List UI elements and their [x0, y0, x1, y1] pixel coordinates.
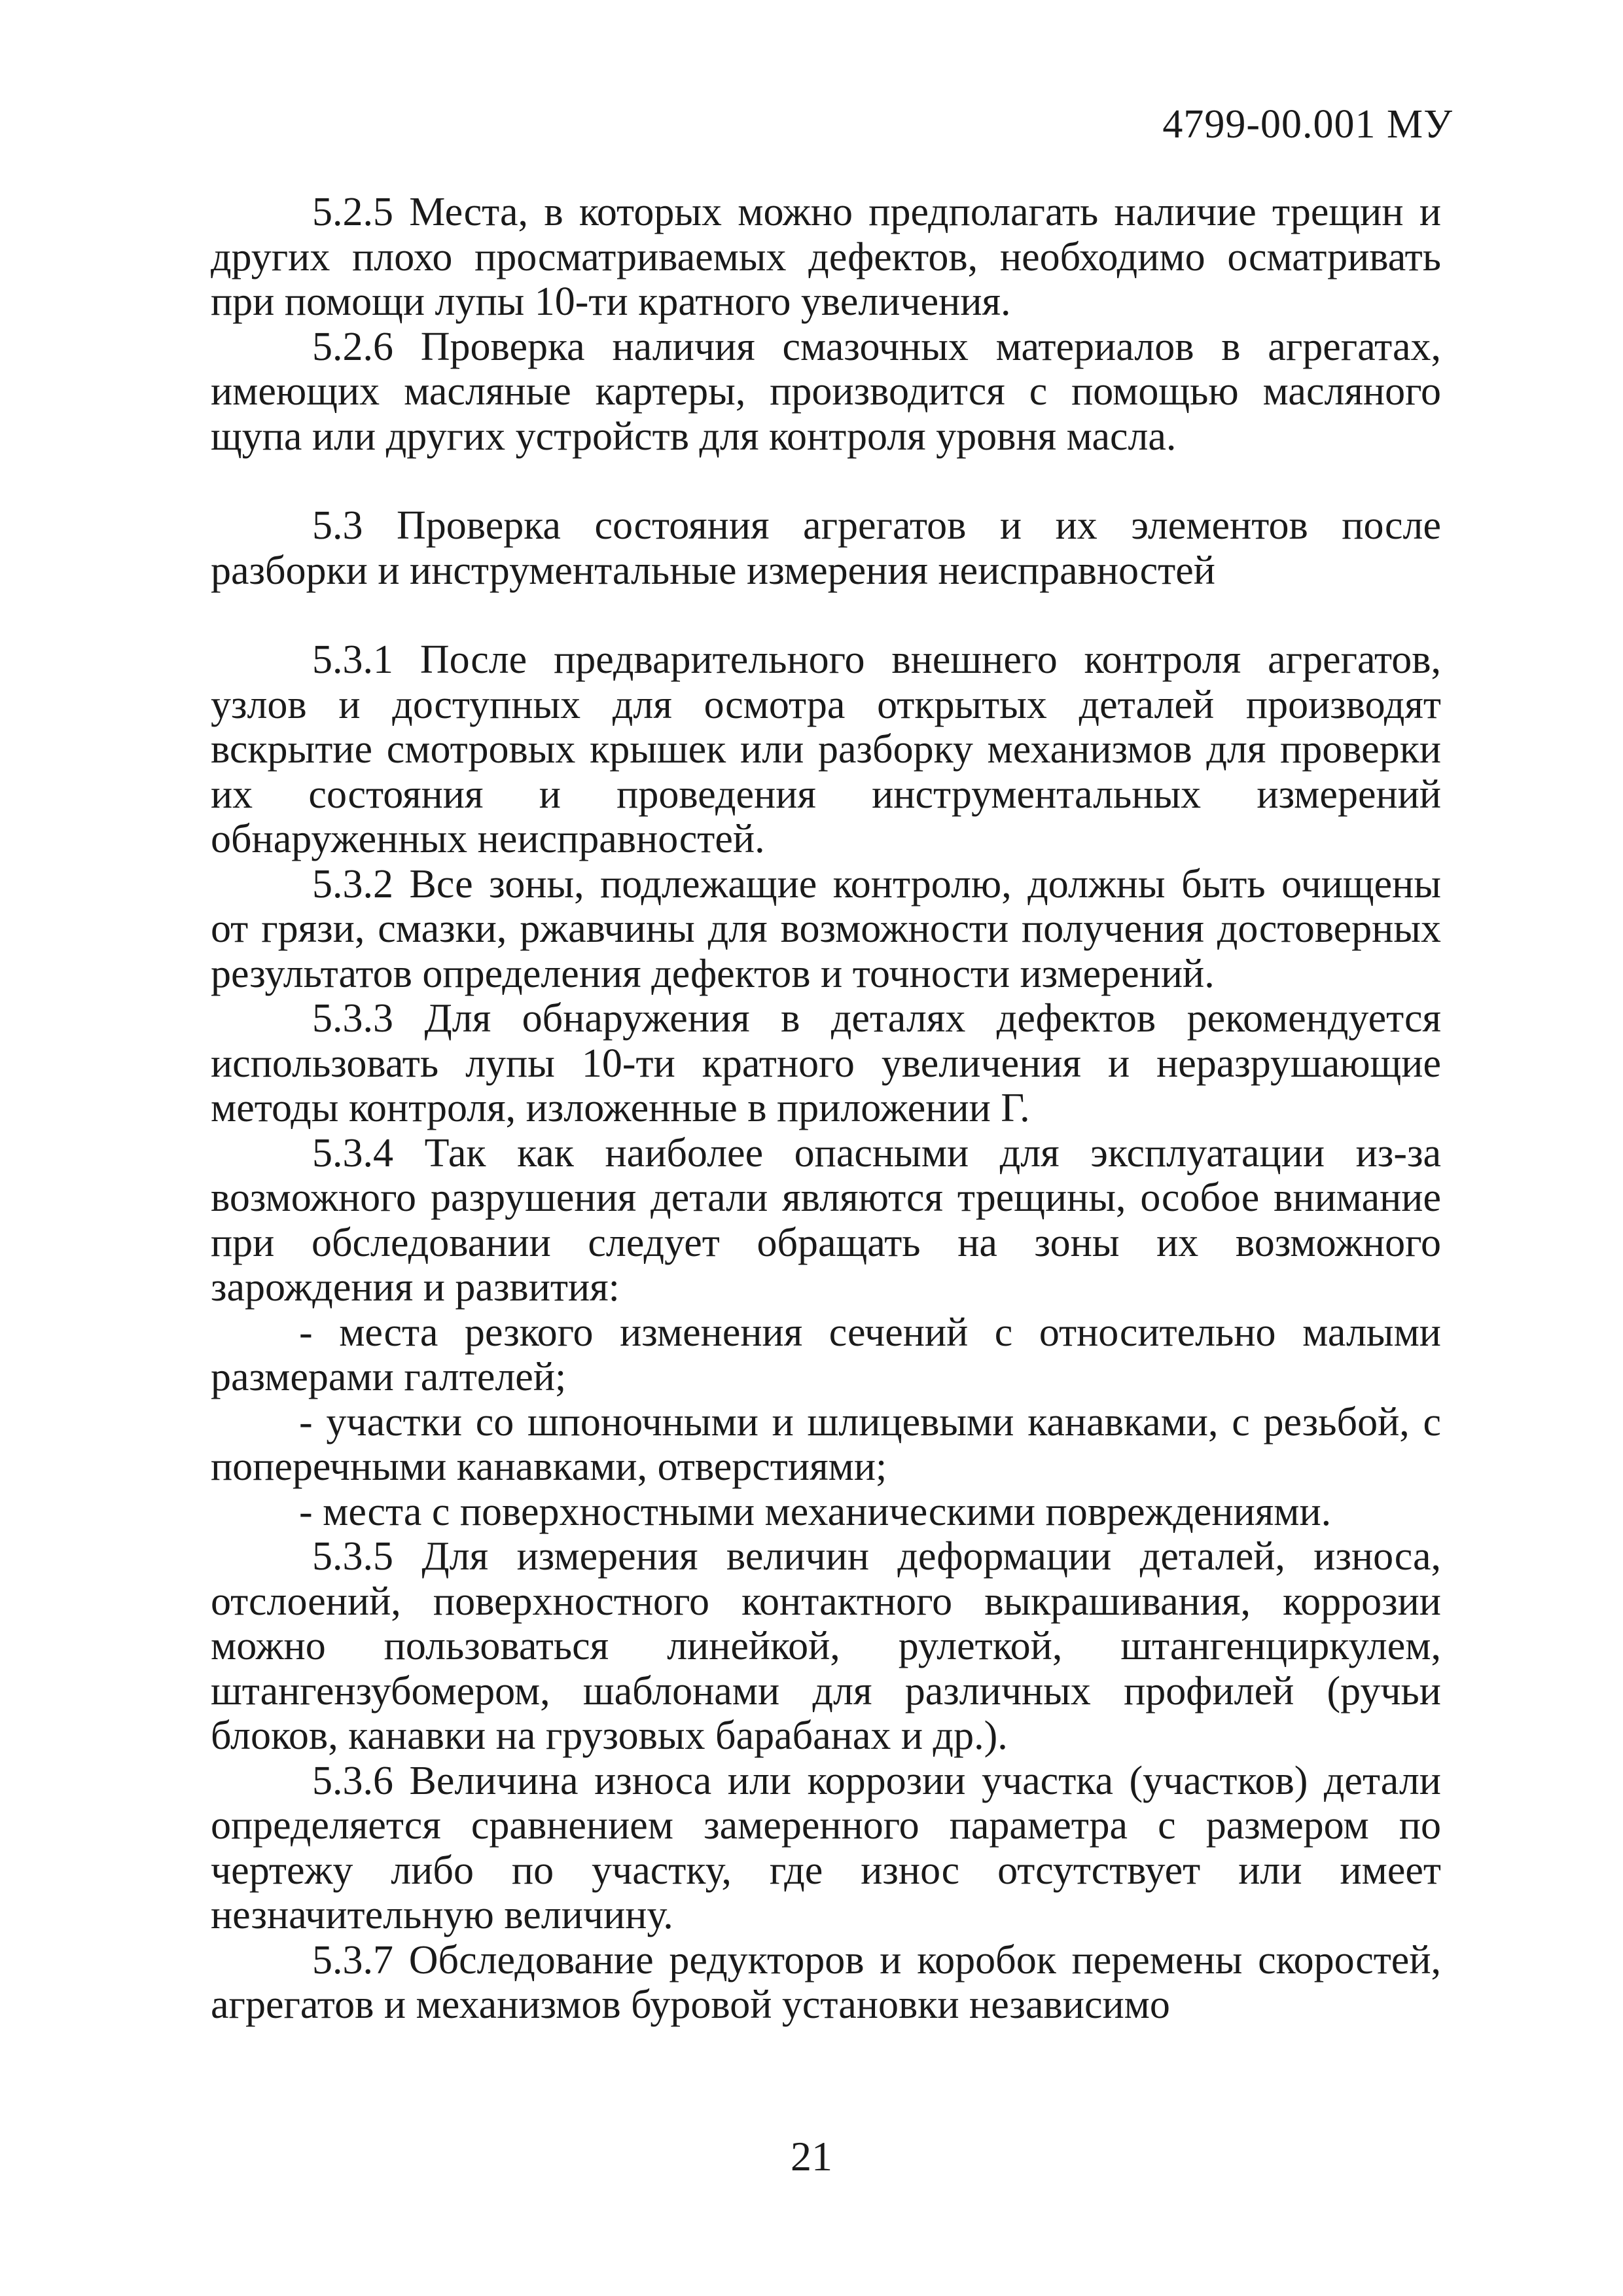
paragraph-5-3-4: 5.3.4 Так как наиболее опасными для эксплуатации из-за возможного разрушения детали являются трещины, особое внимание при обследовании следует обращать на зоны их возможного зарождения и развития: — [211, 1130, 1441, 1310]
paragraph-5-2-5: 5.2.5 Места, в которых можно предполагать наличие трещин и других плохо просматриваемых дефектов, необходимо осматривать при помощи лупы 10-ти кратного увеличения. — [211, 190, 1441, 324]
section-heading-5-3: 5.3 Проверка состояния агрегатов и их элементов после разборки и инструментальные измерения неисправностей — [211, 503, 1441, 593]
page-number: 21 — [791, 2133, 832, 2179]
list-item-surface-damage: - места с поверхностными механическими повреждениями. — [299, 1489, 1332, 1534]
paragraph-5-3-1: 5.3.1 После предварительного внешнего контроля агрегатов, узлов и доступных для осмотра открытых деталей производят вскрытие смотровых крышек или разборку механизмов для проверки их состояния и проведения инструментальных измерений обнаруженных неисправностей. — [211, 637, 1441, 861]
paragraph-5-3-6: 5.3.6 Величина износа или коррозии участка (участков) детали определяется сравнением замеренного параметра с размером по чертежу либо по участку, где износ отсутствует или имеет незначительную величину. — [211, 1758, 1441, 1937]
paragraph-5-3-5: 5.3.5 Для измерения величин деформации деталей, износа, отслоений, поверхностного контактного выкрашивания, коррозии можно пользоваться линейкой, рулеткой, штангенциркулем, штангензубомером, шаблонами для различных профилей (ручьи блоков, канавки на грузовых барабанах и др.). — [211, 1534, 1441, 1758]
paragraph-5-2-6: 5.2.6 Проверка наличия смазочных материалов в агрегатах, имеющих масляные картеры, производится с помощью масляного щупа или других устройств для контроля уровня масла. — [211, 324, 1441, 459]
paragraph-5-3-2: 5.3.2 Все зоны, подлежащие контролю, должны быть очищены от грязи, смазки, ржавчины для возможности получения достоверных результатов определения дефектов и точности измерений. — [211, 861, 1441, 996]
list-item-section-changes: - места резкого изменения сечений с относительно малыми размерами галтелей; — [211, 1310, 1441, 1399]
document-code: 4799-00.001 МУ — [1162, 102, 1453, 147]
document-body — [211, 190, 1441, 2028]
paragraph-5-3-7: 5.3.7 Обследование редукторов и коробок перемены скоростей, агрегатов и механизмов буровой установки независимо — [211, 1937, 1441, 2027]
list-item-keyways: - участки со шпоночными и шлицевыми канавками, с резьбой, с поперечными канавками, отверстиями; — [211, 1399, 1441, 1489]
paragraph-5-3-3: 5.3.3 Для обнаружения в деталях дефектов рекомендуется использовать лупы 10-ти кратного увеличения и неразрушающие методы контроля, изложенные в приложении Г. — [211, 996, 1441, 1130]
